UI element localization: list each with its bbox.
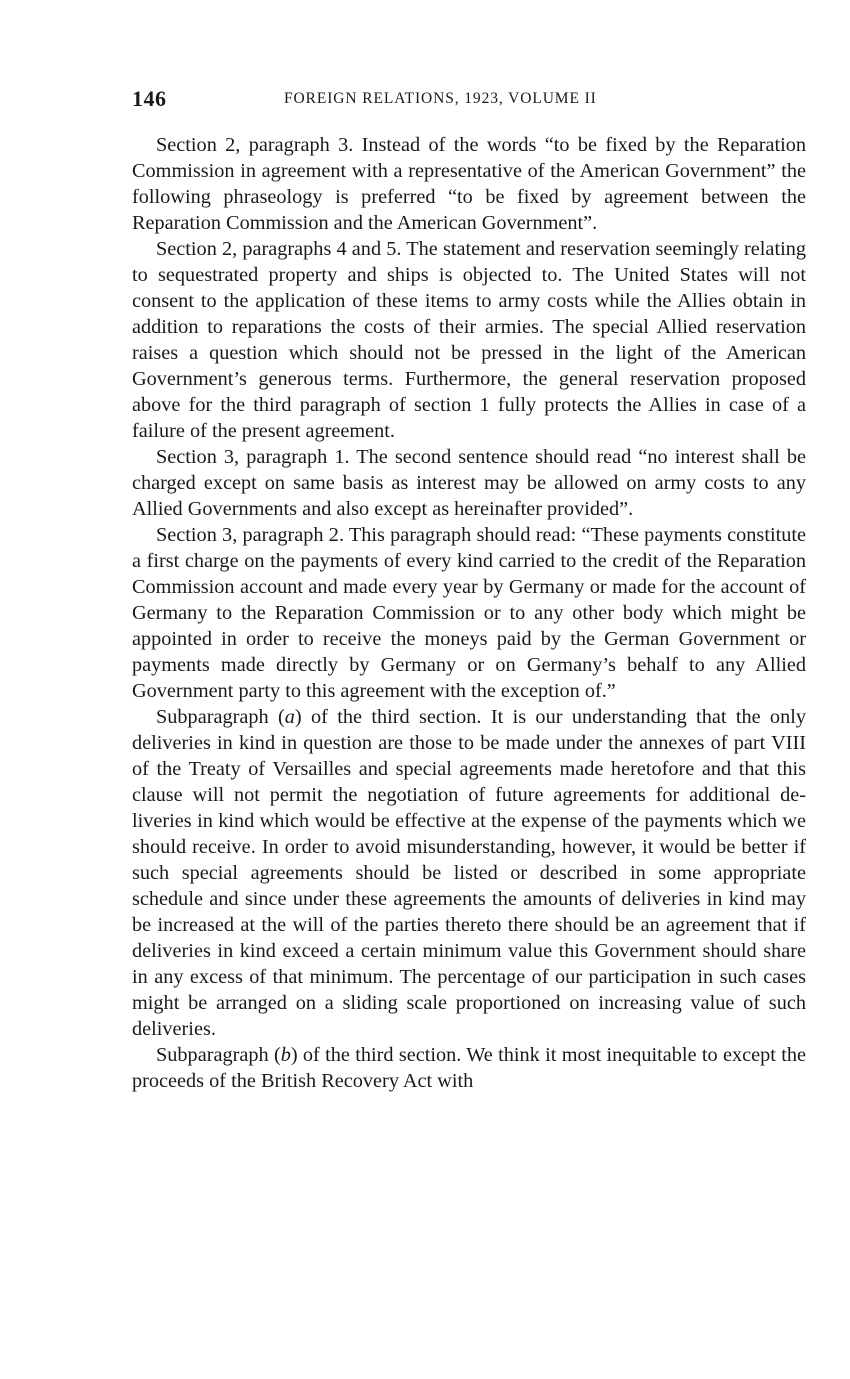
paragraph-subparagraph-b [132,1042,806,1094]
subparagraph-b-text: ) of the third section. We think it most inequitable to except the proceeds of the British Recovery Act with [132,1044,806,1092]
paragraph-section-3-para-1: Section 3, paragraph 1. The second sentence should read “no interest shall be charged except on same basis as interest may be allowed on army costs to any Allied Governments and also except as hereinafter provided”. [132,446,806,520]
page-number: 146 [132,86,167,111]
subparagraph-a-text: ) of the third section. It is our understanding that the only deliveries in kind in question are those to be made under the annexes of part VIII of the Treaty of Versailles and special agreements made heretofore and that this clause will not permit the negotiation of future agreements for additional deliveries in kind which would be effective at the expense of the payments which we should receive. In order to avoid misunderstanding, however, it would be better if such special agreements should be listed or described in some appropriate schedule and since under these agreements the amounts of deliveries in kind may be increased at the will of the parties thereto there should be an agreement that if deliveries in kind exceed a certain minimum value this Government should share in any excess of that minimum. The percentage of our participation in such cases might be arranged on a sliding scale proportioned on increasing value of such deliveries. [132,706,806,1040]
subparagraph-b-lead: Subparagraph ( [156,1044,281,1066]
running-head: FOREIGN RELATIONS, 1923, VOLUME II [284,90,597,107]
paragraph-subparagraph-a [132,704,806,1042]
paragraph-section-2-para-3: Section 2, paragraph 3. Instead of the words “to be fixed by the Reparation Commission in agreement with a representative of the American Government” the following phraseology is preferred “to be fixed by agreement between the Reparation Commission and the American Government”. [132,134,806,234]
page-header [132,84,806,114]
subparagraph-a-letter: a [284,706,295,728]
subparagraph-b-letter: b [280,1044,291,1066]
paragraph-section-2-para-4-5: Section 2, paragraphs 4 and 5. The statement and reservation seemingly relating to sequestrated property and ships is objected to. The United States will not consent to the application of these items to army costs while the Allies obtain in addition to reparations the costs of their armies. The special Allied reservation raises a question which should not be pressed in the light of the American Government’s generous terms. Furthermore, the general reservation proposed above for the third paragraph of section 1 fully protects the Allies in case of a failure of the present agreement. [132,238,806,442]
body-text [132,132,806,1094]
paragraph-section-3-para-2: Section 3, paragraph 2. This paragraph should read: “These payments constitute a first charge on the payments of every kind carried to the credit of the Reparation Commission account and made every year by Germany or made for the account of Germany to the Reparation Commission or to any other body which might be appointed in order to receive the moneys paid by the German Government or payments made directly by Germany or on Germany’s behalf to any Allied Government party to this agreement with the exception of.” [132,524,806,702]
subparagraph-a-lead: Subparagraph ( [156,706,285,728]
document-page [132,84,806,1094]
